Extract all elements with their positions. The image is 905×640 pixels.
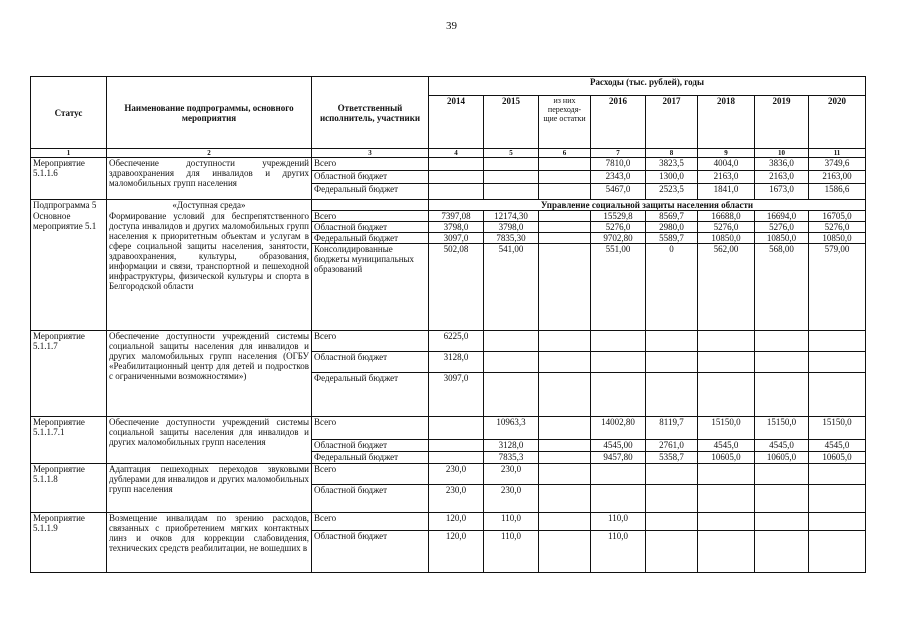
- value-cell: [539, 184, 591, 200]
- header-carryover: из них переходя-щие остатки: [539, 96, 591, 149]
- value-cell: [755, 531, 809, 573]
- value-cell: 9457,80: [591, 452, 646, 464]
- value-cell: [539, 171, 591, 184]
- value-cell: [591, 464, 646, 485]
- value-cell: 5276,0: [698, 222, 755, 233]
- value-cell: 2163,0: [698, 171, 755, 184]
- table-row: [31, 331, 866, 352]
- funding-source-cell: Всего: [312, 331, 429, 352]
- value-cell: [698, 331, 755, 352]
- value-cell: 10850,0: [755, 233, 809, 244]
- value-cell: 3798,0: [484, 222, 539, 233]
- value-cell: 14002,80: [591, 417, 646, 440]
- name-cell: Обеспечение доступности учреждений системы социальной защиты населения для инвалидов и других маломобильных групп населения: [107, 417, 312, 464]
- value-cell: 12174,30: [484, 211, 539, 222]
- column-number: 10: [755, 149, 809, 158]
- value-cell: 502,08: [429, 244, 484, 331]
- value-cell: 3097,0: [429, 373, 484, 417]
- value-cell: [539, 222, 591, 233]
- header-year-2016: 2016: [591, 96, 646, 149]
- column-number: 6: [539, 149, 591, 158]
- value-cell: [539, 452, 591, 464]
- status-cell: Мероприятие 5.1.1.7: [31, 331, 107, 417]
- status-cell: Мероприятие 5.1.1.6: [31, 158, 107, 200]
- value-cell: [429, 417, 484, 440]
- value-cell: 10605,0: [809, 452, 866, 464]
- table-body: [31, 158, 866, 573]
- value-cell: 1586,6: [809, 184, 866, 200]
- column-number-row: [31, 149, 866, 158]
- value-cell: [646, 331, 698, 352]
- table-row: [31, 211, 866, 222]
- column-number: 8: [646, 149, 698, 158]
- value-cell: [539, 158, 591, 171]
- value-cell: 5467,0: [591, 184, 646, 200]
- value-cell: 4545,00: [591, 440, 646, 452]
- name-cell: Формирование условий для беспрепятственного доступа инвалидов и других маломобильных групп населения к приоритетным объектам и услугам в сфере социальной защиты населения, занятости, здравоохранения, культуры, образования, информации и связи, транспортной и пешеходной инфраструктуры, физической культуры и спорта в Белгородской области: [107, 211, 312, 331]
- value-cell: 10963,3: [484, 417, 539, 440]
- header-year-2015: 2015: [484, 96, 539, 149]
- value-cell: [698, 513, 755, 531]
- name-cell: Адаптация пешеходных переходов звуковыми дублерами для инвалидов и других маломобильных групп населения: [107, 464, 312, 513]
- value-cell: 110,0: [484, 513, 539, 531]
- value-cell: 4004,0: [698, 158, 755, 171]
- status-cell: Мероприятие 5.1.1.7.1: [31, 417, 107, 464]
- funding-source-cell: Федеральный бюджет: [312, 452, 429, 464]
- value-cell: [809, 352, 866, 373]
- value-cell: [755, 373, 809, 417]
- value-cell: [429, 158, 484, 171]
- value-cell: [755, 485, 809, 513]
- name-cell: Возмещение инвалидам по зрению расходов, связанных с приобретением мягких контактных линз и очков для коррекции слабовидения, технических средств реабилитации, не вошедших в: [107, 513, 312, 573]
- value-cell: [539, 464, 591, 485]
- executor-cell: [312, 200, 429, 211]
- value-cell: 5276,0: [755, 222, 809, 233]
- value-cell: 2163,00: [809, 171, 866, 184]
- value-cell: [484, 373, 539, 417]
- value-cell: [539, 373, 591, 417]
- value-cell: [539, 440, 591, 452]
- column-number: 2: [107, 149, 312, 158]
- value-cell: 2163,0: [755, 171, 809, 184]
- value-cell: 10605,0: [698, 452, 755, 464]
- value-cell: 4545,0: [698, 440, 755, 452]
- value-cell: [429, 184, 484, 200]
- table-header: [31, 77, 866, 158]
- value-cell: 3128,0: [484, 440, 539, 452]
- funding-source-cell: Областной бюджет: [312, 352, 429, 373]
- value-cell: 2761,0: [646, 440, 698, 452]
- column-number: 7: [591, 149, 646, 158]
- value-cell: [809, 373, 866, 417]
- value-cell: [539, 233, 591, 244]
- value-cell: 110,0: [484, 531, 539, 573]
- value-cell: [809, 531, 866, 573]
- value-cell: 3836,0: [755, 158, 809, 171]
- value-cell: [698, 485, 755, 513]
- value-cell: 3128,0: [429, 352, 484, 373]
- value-cell: 230,0: [484, 464, 539, 485]
- value-cell: 579,00: [809, 244, 866, 331]
- value-cell: [646, 373, 698, 417]
- value-cell: 7810,0: [591, 158, 646, 171]
- value-cell: [755, 513, 809, 531]
- value-cell: 568,00: [755, 244, 809, 331]
- value-cell: [429, 452, 484, 464]
- value-cell: 8569,7: [646, 211, 698, 222]
- value-cell: 1841,0: [698, 184, 755, 200]
- value-cell: 110,0: [591, 531, 646, 573]
- table-row: [31, 158, 866, 171]
- value-cell: [539, 331, 591, 352]
- value-cell: 4545,0: [755, 440, 809, 452]
- funding-source-cell: Всего: [312, 158, 429, 171]
- value-cell: [539, 531, 591, 573]
- column-number: 1: [31, 149, 107, 158]
- budget-table: [30, 76, 866, 573]
- table-row: [31, 200, 866, 211]
- value-cell: [646, 513, 698, 531]
- name-cell: Обеспечение доступности учреждений здравоохранения для инвалидов и других маломобильных групп населения: [107, 158, 312, 200]
- table-row: [31, 417, 866, 440]
- value-cell: 3097,0: [429, 233, 484, 244]
- status-cell: Мероприятие 5.1.1.8: [31, 464, 107, 513]
- name-cell: Обеспечение доступности учреждений системы социальной защиты населения для инвалидов и других маломобильных групп населения (ОГБУ «Реабилитационный центр для детей и подростков с ограниченными возможностями»): [107, 331, 312, 417]
- value-cell: 3823,5: [646, 158, 698, 171]
- value-cell: 15529,8: [591, 211, 646, 222]
- header-year-2020: 2020: [809, 96, 866, 149]
- value-cell: [591, 331, 646, 352]
- header-name: Наименование подпрограммы, основного мероприятия: [107, 77, 312, 149]
- value-cell: 15150,0: [809, 417, 866, 440]
- value-cell: [539, 352, 591, 373]
- value-cell: [539, 485, 591, 513]
- header-year-2019: 2019: [755, 96, 809, 149]
- value-cell: 541,00: [484, 244, 539, 331]
- value-cell: 562,00: [698, 244, 755, 331]
- value-cell: [755, 331, 809, 352]
- column-number: 9: [698, 149, 755, 158]
- value-cell: 120,0: [429, 531, 484, 573]
- status-cell: Основное мероприятие 5.1: [31, 211, 107, 331]
- value-cell: 9702,80: [591, 233, 646, 244]
- value-cell: [484, 184, 539, 200]
- value-cell: 110,0: [591, 513, 646, 531]
- value-cell: [809, 464, 866, 485]
- funding-source-cell: Областной бюджет: [312, 222, 429, 233]
- header-status: Статус: [31, 77, 107, 149]
- value-cell: 5358,7: [646, 452, 698, 464]
- value-cell: 16688,0: [698, 211, 755, 222]
- value-cell: 10850,0: [698, 233, 755, 244]
- header-executor: Ответственный исполнитель, участники: [312, 77, 429, 149]
- value-cell: [591, 485, 646, 513]
- value-cell: [484, 352, 539, 373]
- value-cell: [539, 244, 591, 331]
- funding-source-cell: Всего: [312, 417, 429, 440]
- funding-source-cell: Всего: [312, 513, 429, 531]
- value-cell: 3749,6: [809, 158, 866, 171]
- value-cell: 5276,0: [809, 222, 866, 233]
- value-cell: 7835,30: [484, 233, 539, 244]
- value-cell: 0: [646, 244, 698, 331]
- value-cell: 16705,0: [809, 211, 866, 222]
- value-cell: 7835,3: [484, 452, 539, 464]
- value-cell: 16694,0: [755, 211, 809, 222]
- value-cell: [698, 373, 755, 417]
- value-cell: [646, 531, 698, 573]
- value-cell: 10605,0: [755, 452, 809, 464]
- funding-source-cell: Областной бюджет: [312, 531, 429, 573]
- value-cell: [429, 440, 484, 452]
- funding-source-cell: Областной бюджет: [312, 485, 429, 513]
- value-cell: [809, 331, 866, 352]
- value-cell: [429, 171, 484, 184]
- funding-source-cell: Консолидированные бюджеты муниципальных образований: [312, 244, 429, 331]
- value-cell: [646, 464, 698, 485]
- value-cell: 2523,5: [646, 184, 698, 200]
- funding-source-cell: Областной бюджет: [312, 440, 429, 452]
- value-cell: 4545,0: [809, 440, 866, 452]
- value-cell: [484, 158, 539, 171]
- funding-source-cell: Федеральный бюджет: [312, 233, 429, 244]
- value-cell: [539, 211, 591, 222]
- funding-source-cell: Федеральный бюджет: [312, 184, 429, 200]
- value-cell: [698, 464, 755, 485]
- value-cell: 15150,0: [755, 417, 809, 440]
- value-cell: 7397,08: [429, 211, 484, 222]
- value-cell: [809, 485, 866, 513]
- header-year-2018: 2018: [698, 96, 755, 149]
- value-cell: [809, 513, 866, 531]
- header-year-2017: 2017: [646, 96, 698, 149]
- table-row: [31, 513, 866, 531]
- funding-source-cell: Всего: [312, 464, 429, 485]
- agency-label: Управление социальной защиты населения области: [429, 200, 866, 211]
- value-cell: 3798,0: [429, 222, 484, 233]
- value-cell: [646, 352, 698, 373]
- value-cell: 15150,0: [698, 417, 755, 440]
- value-cell: 2980,0: [646, 222, 698, 233]
- value-cell: [698, 352, 755, 373]
- value-cell: [591, 373, 646, 417]
- value-cell: 120,0: [429, 513, 484, 531]
- status-cell: Подпрограмма 5: [31, 200, 107, 211]
- value-cell: [539, 513, 591, 531]
- header-expenses: Расходы (тыс. рублей), годы: [429, 77, 866, 96]
- value-cell: [539, 417, 591, 440]
- funding-source-cell: Всего: [312, 211, 429, 222]
- column-number: 5: [484, 149, 539, 158]
- value-cell: [484, 171, 539, 184]
- page-number: 39: [446, 20, 457, 32]
- value-cell: 5276,0: [591, 222, 646, 233]
- name-cell: «Доступная среда»: [107, 200, 312, 211]
- status-cell: Мероприятие 5.1.1.9: [31, 513, 107, 573]
- value-cell: 230,0: [429, 485, 484, 513]
- header-year-2014: 2014: [429, 96, 484, 149]
- value-cell: 1673,0: [755, 184, 809, 200]
- column-number: 3: [312, 149, 429, 158]
- value-cell: 8119,7: [646, 417, 698, 440]
- value-cell: [755, 352, 809, 373]
- value-cell: [591, 352, 646, 373]
- value-cell: 551,00: [591, 244, 646, 331]
- value-cell: 1300,0: [646, 171, 698, 184]
- value-cell: 230,0: [484, 485, 539, 513]
- column-number: 4: [429, 149, 484, 158]
- funding-source-cell: Областной бюджет: [312, 171, 429, 184]
- funding-source-cell: Федеральный бюджет: [312, 373, 429, 417]
- value-cell: [755, 464, 809, 485]
- table-row: [31, 464, 866, 485]
- value-cell: [698, 531, 755, 573]
- value-cell: [646, 485, 698, 513]
- value-cell: 5589,7: [646, 233, 698, 244]
- value-cell: 2343,0: [591, 171, 646, 184]
- value-cell: [484, 331, 539, 352]
- column-number: 11: [809, 149, 866, 158]
- value-cell: 10850,0: [809, 233, 866, 244]
- value-cell: 6225,0: [429, 331, 484, 352]
- value-cell: 230,0: [429, 464, 484, 485]
